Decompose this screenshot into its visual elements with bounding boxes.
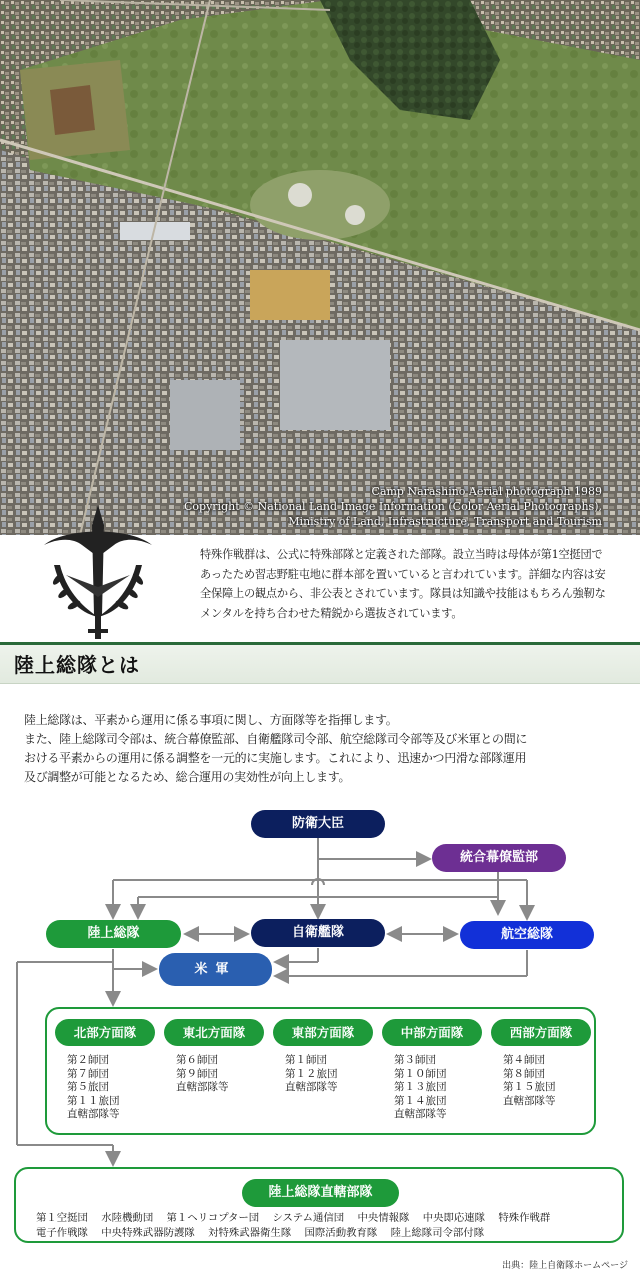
army-unit: 第５旅団 xyxy=(67,1081,109,1093)
intro-section xyxy=(0,535,640,642)
army-units xyxy=(55,1054,155,1122)
army-name: 東部方面隊 xyxy=(273,1019,373,1046)
army-unit: 直轄部隊等 xyxy=(285,1081,338,1093)
army-column xyxy=(164,1019,264,1095)
army-unit: 第１３旅団 xyxy=(394,1081,447,1093)
army-unit: 直轄部隊等 xyxy=(176,1081,229,1093)
army-name: 東北方面隊 xyxy=(164,1019,264,1046)
aerial-photo-image xyxy=(0,0,640,535)
army-column xyxy=(273,1019,373,1095)
aerial-photograph xyxy=(0,0,640,535)
section-description xyxy=(24,711,614,787)
army-unit: 第２師団 xyxy=(67,1054,109,1066)
self-defense-fleet-box: 自衛艦隊 xyxy=(251,919,385,947)
credit-line-3: Ministry of Land, Infrastructure, Transport and Tourism xyxy=(288,515,602,528)
direct-units-title: 陸上総隊直轄部隊 xyxy=(242,1179,399,1207)
section-title: 陸上総隊とは xyxy=(14,653,140,677)
ground-component-command-box: 陸上総隊 xyxy=(46,920,181,948)
army-units xyxy=(273,1054,373,1095)
minister-of-defense-box: 防衛大臣 xyxy=(251,810,385,838)
army-name: 北部方面隊 xyxy=(55,1019,155,1046)
army-unit: 直轄部隊等 xyxy=(394,1108,447,1120)
direct-unit: 中央情報隊 xyxy=(357,1212,410,1224)
army-unit: 第１師団 xyxy=(285,1054,327,1066)
army-unit: 第８師団 xyxy=(503,1067,545,1080)
direct-unit: 対特殊武器衛生隊 xyxy=(208,1227,292,1239)
army-unit: 第６師団 xyxy=(176,1054,218,1066)
credit-line-2: Copyright © National Land Image Information (Color Aerial Photographs), xyxy=(184,500,602,513)
direct-unit: システム通信団 xyxy=(272,1212,345,1224)
army-units xyxy=(382,1054,482,1122)
desc-line-2: また、陸上総隊司令部は、統合幕僚監部、自衛艦隊司令部、航空総隊司令部等及び米軍との間に xyxy=(24,732,528,746)
direct-unit: 第１ヘリコプター団 xyxy=(166,1212,260,1224)
org-chart xyxy=(0,800,640,1255)
air-defense-command-box: 航空総隊 xyxy=(460,921,594,949)
direct-units-box xyxy=(14,1167,624,1243)
direct-unit: 中央特殊武器防護隊 xyxy=(101,1227,195,1239)
direct-unit: 特殊作戦群 xyxy=(498,1212,551,1224)
regional-armies-box xyxy=(45,1007,596,1135)
desc-line-1: 陸上総隊は、平素から運用に係る事項に関し、方面隊等を指揮します。 xyxy=(24,713,398,727)
army-name: 中部方面隊 xyxy=(382,1019,482,1046)
direct-unit: 水陸機動団 xyxy=(101,1212,154,1224)
army-unit: 第７師団 xyxy=(67,1067,109,1080)
direct-unit: 電子作戦隊 xyxy=(36,1227,88,1239)
direct-unit: 陸上総隊司令部付隊 xyxy=(390,1227,485,1239)
army-unit: 第１０師団 xyxy=(394,1067,447,1080)
desc-line-4: 及び調整が可能となるため、総合運用の実効性が向上します。 xyxy=(24,770,351,784)
direct-unit: 中央即応連隊 xyxy=(422,1212,486,1224)
intro-text: 特殊作戦群は、公式に特殊部隊と定義された部隊。設立当時は母体が第1空挺団であったため習志野駐屯地に群本部を置いていると言われています。詳細な内容は安全保障上の観点から、非公表とされています。隊員は知識や技能はもちろん強靭なメンタルを持ち合わせた精鋭から選抜されています。 xyxy=(200,548,606,620)
army-unit: 直轄部隊等 xyxy=(503,1094,556,1107)
army-units xyxy=(491,1054,591,1108)
army-name: 西部方面隊 xyxy=(491,1019,591,1046)
direct-unit: 第１空挺団 xyxy=(36,1212,88,1224)
section-header xyxy=(0,642,640,684)
army-unit: 第９師団 xyxy=(176,1067,218,1080)
army-unit: 第３師団 xyxy=(394,1054,436,1066)
army-column xyxy=(491,1019,591,1108)
army-unit: 第１４旅団 xyxy=(394,1094,447,1107)
direct-units-list xyxy=(36,1211,616,1241)
joint-staff-box: 統合幕僚監部 xyxy=(432,844,566,872)
us-forces-box: 米軍 xyxy=(159,953,272,986)
credit-line-1: Camp Narashino Aerial photograph 1989 xyxy=(371,485,602,498)
direct-unit: 国際活動教育隊 xyxy=(304,1227,378,1239)
army-column xyxy=(55,1019,155,1122)
source-citation: 出典：陸上自衛隊ホームページ xyxy=(502,1261,628,1271)
army-unit: 第４師団 xyxy=(503,1054,545,1066)
photo-credit xyxy=(184,484,602,529)
army-unit: 第１２旅団 xyxy=(285,1067,338,1080)
special-operations-emblem-icon xyxy=(36,505,160,639)
army-units xyxy=(164,1054,264,1095)
army-column xyxy=(382,1019,482,1122)
army-unit: 第１１旅団 xyxy=(67,1094,120,1107)
army-unit: 直轄部隊等 xyxy=(67,1108,120,1120)
desc-line-3: おける平素からの運用に係る調整を一元的に実施します。これにより、迅速かつ円滑な部隊運用 xyxy=(24,751,527,765)
army-unit: 第１５旅団 xyxy=(503,1081,556,1093)
